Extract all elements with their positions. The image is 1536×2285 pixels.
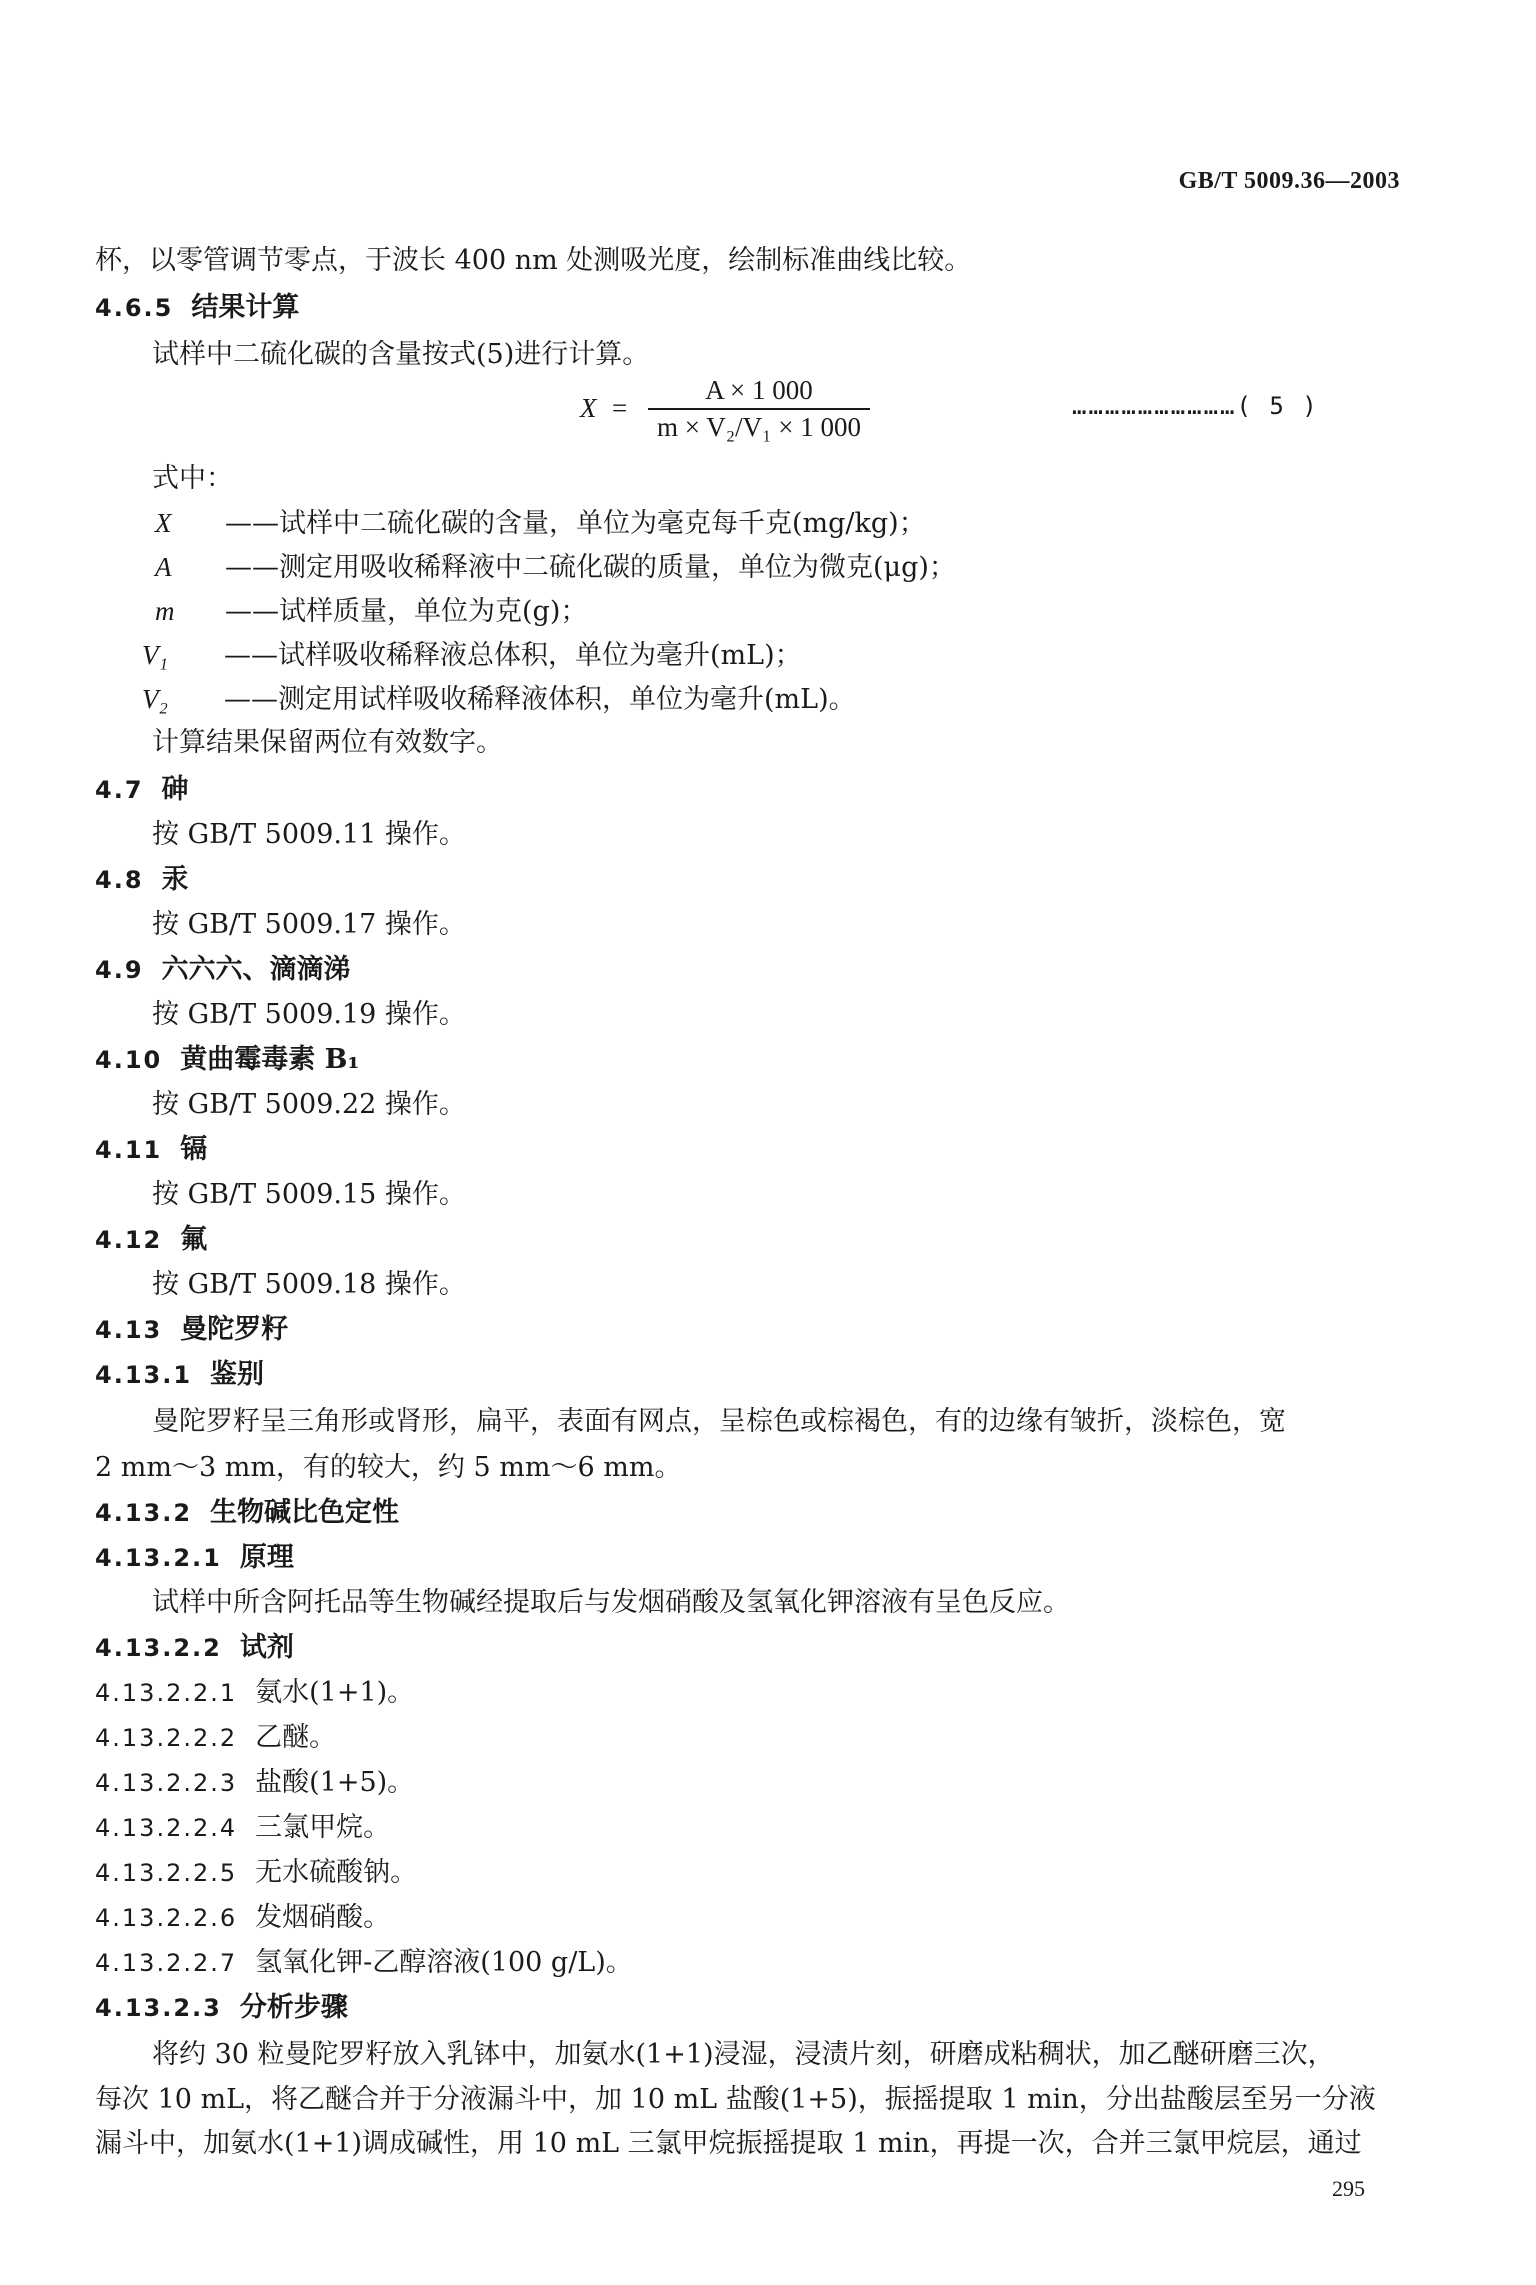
paragraph-line: 漏斗中，加氨水(1+1)调成碱性，用 10 mL 三氯甲烷振摇提取 1 min，再提一次，合并三氯甲烷层，通过 [95, 2128, 1362, 2159]
formula-numerator: A × 1 000 [705, 375, 813, 405]
reagent-item: 4.13.2.2.7 氢氧化钾-乙醇溶液(100 g/L)。 [95, 1947, 633, 1978]
variable-definition: V₂ ——测定用试样吸收稀释液体积，单位为毫升(mL)。 [142, 684, 856, 715]
reagent-item: 4.13.2.2.4 三氯甲烷。 [95, 1812, 391, 1843]
paragraph-line: 杯，以零管调节零点，于波长 400 nm 处测吸光度，绘制标准曲线比较。 [95, 245, 972, 276]
paragraph-line: 2 mm～3 mm，有的较大，约 5 mm～6 mm。 [95, 1452, 682, 1483]
variable-definition: m ——试样质量，单位为克(g)； [155, 596, 588, 627]
reagent-item: 4.13.2.2.5 无水硫酸钠。 [95, 1857, 418, 1888]
paragraph-line: 按 GB/T 5009.15 操作。 [152, 1179, 466, 1210]
paragraph-line: 按 GB/T 5009.22 操作。 [152, 1089, 466, 1120]
paragraph-line: 计算结果保留两位有效数字。 [152, 727, 503, 758]
section-heading-4-13-1: 4.13.1 鉴别 [95, 1359, 265, 1390]
section-heading-4-13-2-2: 4.13.2.2 试剂 [95, 1632, 294, 1663]
reagent-item: 4.13.2.2.6 发烟硝酸。 [95, 1902, 391, 1933]
section-heading-4-6-5: 4.6.5 结果计算 [95, 292, 300, 323]
paragraph-line: 按 GB/T 5009.19 操作。 [152, 999, 466, 1030]
formula-denominator: m × V₂/V₁ × 1 000 [656, 412, 862, 442]
formula-equals: = [612, 393, 628, 423]
reagent-item: 4.13.2.2.3 盐酸(1+5)。 [95, 1767, 415, 1798]
paragraph-line: 按 GB/T 5009.11 操作。 [152, 819, 466, 850]
equation-number: …………………………( 5 ) [1072, 392, 1319, 420]
paragraph-line: 曼陀罗籽呈三角形或肾形，扁平，表面有网点，呈棕色或棕褐色，有的边缘有皱折，淡棕色，宽 [152, 1406, 1286, 1437]
section-heading-4-12: 4.12 氟 [95, 1224, 208, 1255]
section-heading-4-7: 4.7 砷 [95, 774, 189, 805]
reagent-item: 4.13.2.2.1 氨水(1+1)。 [95, 1677, 415, 1708]
standard-code: GB/T 5009.36—2003 [1178, 168, 1400, 194]
variable-definition: X ——试样中二硫化碳的含量，单位为毫克每千克(mg/kg)； [155, 508, 926, 539]
paragraph-line: 式中： [152, 463, 233, 494]
section-heading-4-13-2-1: 4.13.2.1 原理 [95, 1542, 294, 1573]
section-heading-4-8: 4.8 汞 [95, 864, 189, 895]
paragraph-line: 试样中二硫化碳的含量按式(5)进行计算。 [152, 339, 650, 370]
paragraph-line: 每次 10 mL，将乙醚合并于分液漏斗中，加 10 mL 盐酸(1+5)，振摇提取 1 min，分出盐酸层至另一分液 [95, 2084, 1376, 2115]
section-heading-4-11: 4.11 镉 [95, 1134, 208, 1165]
section-heading-4-13-2: 4.13.2 生物碱比色定性 [95, 1497, 400, 1528]
formula-fraction [648, 375, 870, 443]
section-heading-4-13: 4.13 曼陀罗籽 [95, 1314, 289, 1345]
page-number: 295 [1332, 2176, 1365, 2201]
variable-definition: A ——测定用吸收稀释液中二硫化碳的质量，单位为微克(μg)； [155, 552, 956, 583]
paragraph-line: 按 GB/T 5009.17 操作。 [152, 909, 466, 940]
reagent-item: 4.13.2.2.2 乙醚。 [95, 1722, 337, 1753]
paragraph-line: 试样中所含阿托品等生物碱经提取后与发烟硝酸及氢氧化钾溶液有呈色反应。 [152, 1587, 1070, 1618]
formula-lhs: X [580, 393, 597, 423]
paragraph-line: 将约 30 粒曼陀罗籽放入乳钵中，加氨水(1+1)浸湿，浸渍片刻，研磨成粘稠状，加乙醚研磨三次， [152, 2039, 1335, 2070]
variable-definition: V₁ ——试样吸收稀释液总体积，单位为毫升(mL)； [142, 640, 802, 671]
section-heading-4-10: 4.10 黄曲霉毒素 B₁ [95, 1044, 360, 1075]
section-heading-4-9: 4.9 六六六、滴滴涕 [95, 954, 351, 985]
paragraph-line: 按 GB/T 5009.18 操作。 [152, 1269, 466, 1300]
section-heading-4-13-2-3: 4.13.2.3 分析步骤 [95, 1992, 348, 2023]
